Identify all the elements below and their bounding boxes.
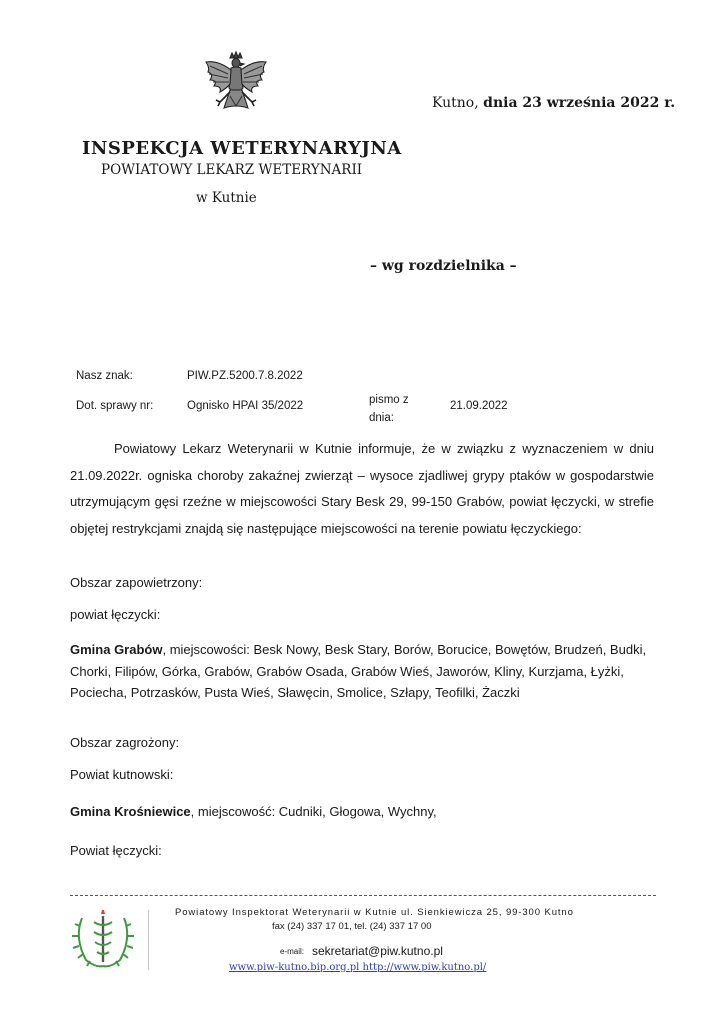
gmina-krosniewice-localities: , miejscowość: Cudniki, Głogowa, Wychny, (190, 804, 437, 819)
county-leczycki-label: powiat łęczycki: (70, 607, 161, 622)
veterinary-logo-icon (70, 908, 136, 970)
county-leczycki-label-2: Powiat łęczycki: (70, 843, 162, 858)
gmina-krosniewice-line (70, 804, 437, 819)
letter-date: 21.09.2022 (450, 400, 508, 412)
footer-vertical-divider (148, 910, 149, 970)
recipient-line: – wg rozdzielnika – (370, 258, 517, 274)
footer-email-label: e-mail: (280, 947, 305, 956)
letter-label: pismo z dnia: (369, 394, 409, 424)
polish-eagle-emblem (200, 50, 272, 128)
document-date: Kutno, dnia 23 września 2022 r. (432, 95, 676, 111)
main-paragraph (70, 436, 654, 542)
county-kutnowski-label: Powiat kutnowski: (70, 767, 174, 782)
our-sign-value: PIW.PZ.5200.7.8.2022 (187, 370, 303, 382)
office-city: w Kutnie (196, 190, 257, 206)
main-paragraph-text: Powiatowy Lekarz Weterynarii w Kutnie informuje, że w związku z wyznaczeniem w dniu 21.09.2022r. ogniska choroby zakaźnej zwierząt – wysoce zjadliwej grypy ptaków w gospodarstwie utrzymującym gęsi rzeźne w miejscowości Stary Besk 29, 99-150 Grabów, powiat łęczycki, w strefie objętej restrykcjami znajdą się następujące miejscowości na terenie powiatu łęczyckiego: (70, 441, 654, 536)
gmina-grabow-block (70, 639, 660, 704)
case-label: Dot. sprawy nr: (76, 400, 154, 412)
footer-divider (70, 895, 656, 896)
footer-email[interactable]: sekretariat@piw.kutno.pl (312, 944, 443, 958)
gmina-krosniewice-name: Gmina Krośniewice (70, 804, 191, 819)
institution-name: INSPEKCJA WETERYNARYJNA (82, 138, 402, 159)
footer-phone-fax: fax (24) 337 17 01, tel. (24) 337 17 00 (272, 921, 432, 932)
office-name: POWIATOWY LEKARZ WETERYNARII (101, 162, 363, 178)
footer-address: Powiatowy Inspektorat Weterynarii w Kutnie ul. Sienkiewicza 25, 99-300 Kutno (175, 907, 574, 918)
gmina-grabow-localities: , miejscowości: Besk Nowy, Besk Stary, Borów, Borucice, Bowętów, Brudzeń, Budki, Chorki, Filipów, Górka, Grabów, Grabów Osada, Grabów Wieś, Jaworów, Kliny, Kurzjama, Łyżki, Pociecha, Potrzasków, Pusta Wieś, Sławęcin, Smolice, Szłapy, Teofilki, Żaczki (70, 642, 647, 700)
threatened-zone-label: Obszar zagrożony: (70, 735, 180, 750)
case-value: Ognisko HPAI 35/2022 (187, 400, 304, 412)
gmina-grabow-name: Gmina Grabów (70, 642, 163, 657)
infected-zone-label: Obszar zapowietrzony: (70, 575, 203, 590)
footer-website-links[interactable]: www.piw-kutno.bip.org.pl http://www.piw.kutno.pl/ (229, 962, 487, 973)
our-sign-label: Nasz znak: (76, 370, 133, 382)
